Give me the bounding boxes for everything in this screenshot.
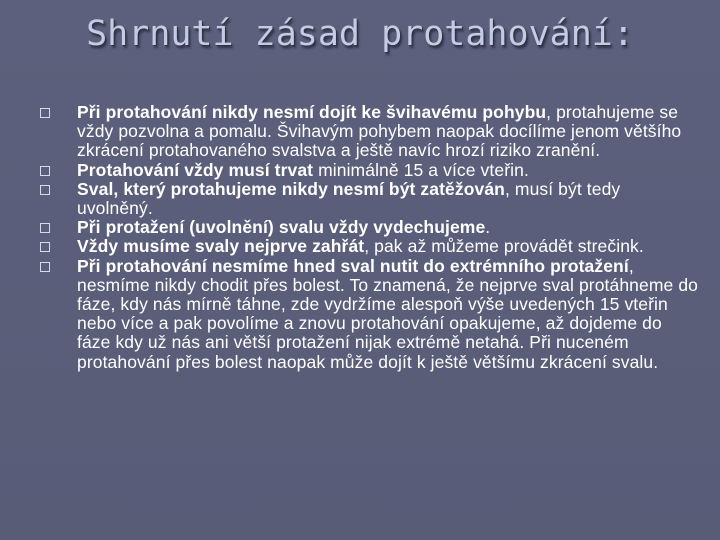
bullet-item: [40, 237, 700, 256]
bullet-item: [40, 180, 700, 218]
bullet-item: [40, 103, 700, 161]
bullet-text: .: [485, 217, 491, 238]
bullet-item: [40, 218, 700, 237]
square-bullet-icon: [40, 185, 50, 195]
bullet-bold-text: Protahování vždy musí trvat: [77, 159, 314, 180]
bullet-item: [40, 161, 700, 180]
square-bullet-icon: [40, 242, 50, 252]
square-bullet-icon: [40, 223, 50, 233]
bullet-list: [40, 103, 700, 372]
bullet-bold-text: Při protahování nesmíme hned sval nutit do extrémního protažení: [77, 255, 629, 276]
bullet-text: , musí být tedy uvolněný.: [77, 178, 621, 219]
bullet-bold-text: Vždy musíme svaly nejprve zahřát: [77, 236, 365, 257]
square-bullet-icon: [40, 166, 50, 176]
bullet-bold-text: Při protahování nikdy nesmí dojít ke švihavému pohybu: [77, 102, 547, 122]
bullet-item: [40, 257, 700, 372]
slide-title-text: Shrnutí zásad protahování:: [86, 14, 634, 54]
bullet-bold-text: Při protažení (uvolnění) svalu vždy vydechujeme: [77, 217, 486, 238]
bullet-bold-text: Sval, který protahujeme nikdy nesmí být zatěžován: [77, 178, 505, 199]
bullet-text: , pak až můžeme provádět strečink.: [364, 236, 644, 257]
bullet-text: , protahujeme se vždy pozvolna a pomalu. Švihavým pohybem naopak docílíme jenom většího zkrácení protahovaného svalstva a ještě navíc hrozí riziko zranění.: [77, 102, 682, 161]
bullet-text: , nesmíme nikdy chodit přes bolest. To znamená, že nejprve sval protáhneme do fáze, kdy nás mírně táhne, zde vydržíme alespoň výše uvedených 15 vteřin nebo více a pak povolíme a znovu protahování opakujeme, až dojdeme do fáze kdy už nás ani větší protažení nijak extrémě netahá. Při nuceném protahování přes bolest naopak může dojít k ještě většímu zkrácení svalu.: [77, 255, 698, 372]
slide-title: [86, 14, 634, 54]
square-bullet-icon: [40, 108, 50, 118]
title-area: [0, 14, 720, 54]
bullet-text: minimálně 15 a více vteřin.: [313, 159, 529, 180]
square-bullet-icon: [40, 262, 50, 272]
